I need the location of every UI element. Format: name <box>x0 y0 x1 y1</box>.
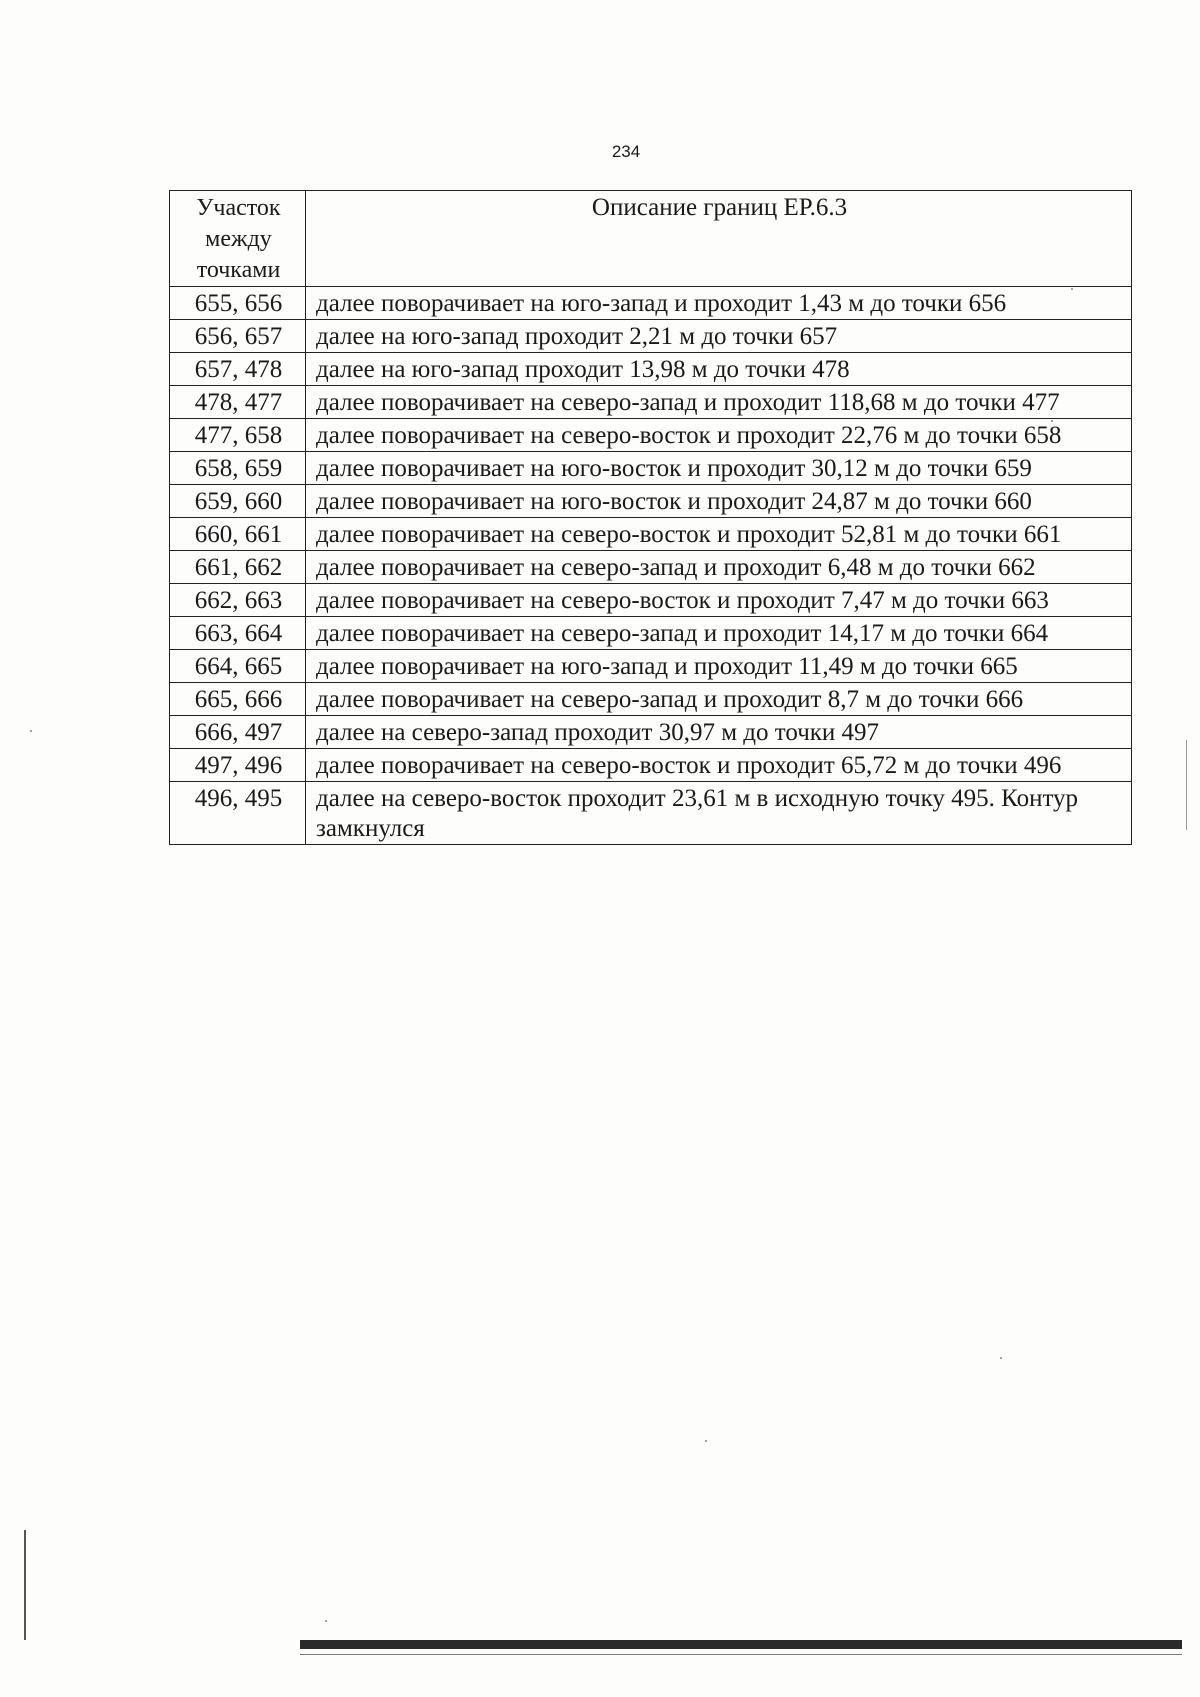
segment-cell: 659, 660 <box>170 485 306 518</box>
segment-cell: 477, 658 <box>170 419 306 452</box>
description-cell: далее поворачивает на северо-восток и проходит 52,81 м до точки 661 <box>306 518 1132 551</box>
description-column-header: Описание границ ЕР.6.3 <box>306 191 1132 287</box>
table-row <box>170 584 1132 617</box>
table-row <box>170 617 1132 650</box>
scan-margin-line <box>24 1530 26 1640</box>
segment-cell: 658, 659 <box>170 452 306 485</box>
segment-cell: 661, 662 <box>170 551 306 584</box>
description-cell: далее поворачивает на северо-запад и проходит 14,17 м до точки 664 <box>306 617 1132 650</box>
description-cell: далее поворачивает на юго-восток и проходит 30,12 м до точки 659 <box>306 452 1132 485</box>
description-cell: далее на северо-запад проходит 30,97 м до точки 497 <box>306 716 1132 749</box>
description-cell: далее поворачивает на северо-восток и проходит 65,72 м до точки 496 <box>306 749 1132 782</box>
description-cell: далее поворачивает на северо-восток и проходит 22,76 м до точки 658 <box>306 419 1132 452</box>
table-row <box>170 287 1132 320</box>
scan-speck <box>1071 288 1073 290</box>
segment-header-line: точками <box>196 257 281 283</box>
segment-cell: 657, 478 <box>170 353 306 386</box>
table-header-row <box>170 191 1132 287</box>
scan-speck <box>30 730 32 732</box>
table-row <box>170 749 1132 782</box>
scan-bottom-rule <box>300 1640 1182 1649</box>
scan-speck <box>1051 420 1053 422</box>
table-row <box>170 716 1132 749</box>
scan-margin-line <box>1186 740 1187 830</box>
segment-cell: 664, 665 <box>170 650 306 683</box>
description-cell: далее поворачивает на северо-восток и проходит 7,47 м до точки 663 <box>306 584 1132 617</box>
table-row <box>170 782 1132 845</box>
segment-cell: 496, 495 <box>170 782 306 845</box>
table-row <box>170 419 1132 452</box>
segment-cell: 660, 661 <box>170 518 306 551</box>
boundary-table <box>169 190 1132 845</box>
description-cell: далее поворачивает на юго-запад и проходит 1,43 м до точки 656 <box>306 287 1132 320</box>
segment-cell: 662, 663 <box>170 584 306 617</box>
segment-header-line: Участок <box>196 195 281 221</box>
table-row <box>170 551 1132 584</box>
description-cell: далее на юго-запад проходит 2,21 м до точки 657 <box>306 320 1132 353</box>
description-cell: далее на юго-запад проходит 13,98 м до точки 478 <box>306 353 1132 386</box>
segment-header-line: между <box>205 226 272 252</box>
table-row <box>170 386 1132 419</box>
scan-bottom-rule <box>300 1654 1182 1655</box>
description-cell: далее поворачивает на юго-восток и проходит 24,87 м до точки 660 <box>306 485 1132 518</box>
table-row <box>170 320 1132 353</box>
scan-speck <box>705 1440 707 1442</box>
table-row <box>170 485 1132 518</box>
segment-cell: 663, 664 <box>170 617 306 650</box>
segment-cell: 665, 666 <box>170 683 306 716</box>
scan-speck <box>1000 1357 1002 1359</box>
description-cell: далее поворачивает на северо-запад и проходит 6,48 м до точки 662 <box>306 551 1132 584</box>
segment-cell: 497, 496 <box>170 749 306 782</box>
segment-cell: 655, 656 <box>170 287 306 320</box>
table-row <box>170 452 1132 485</box>
segment-cell: 666, 497 <box>170 716 306 749</box>
description-cell: далее поворачивает на северо-запад и проходит 8,7 м до точки 666 <box>306 683 1132 716</box>
description-cell: далее на северо-восток проходит 23,61 м в исходную точку 495. Контур замкнулся <box>306 782 1132 845</box>
description-cell: далее поворачивает на северо-запад и проходит 118,68 м до точки 477 <box>306 386 1132 419</box>
table-row <box>170 353 1132 386</box>
segment-cell: 656, 657 <box>170 320 306 353</box>
page-number: 234 <box>611 142 641 161</box>
segment-column-header <box>170 191 306 287</box>
table-row <box>170 650 1132 683</box>
table-row <box>170 683 1132 716</box>
scan-speck <box>325 1620 327 1622</box>
segment-cell: 478, 477 <box>170 386 306 419</box>
description-cell: далее поворачивает на юго-запад и проходит 11,49 м до точки 665 <box>306 650 1132 683</box>
table-row <box>170 518 1132 551</box>
